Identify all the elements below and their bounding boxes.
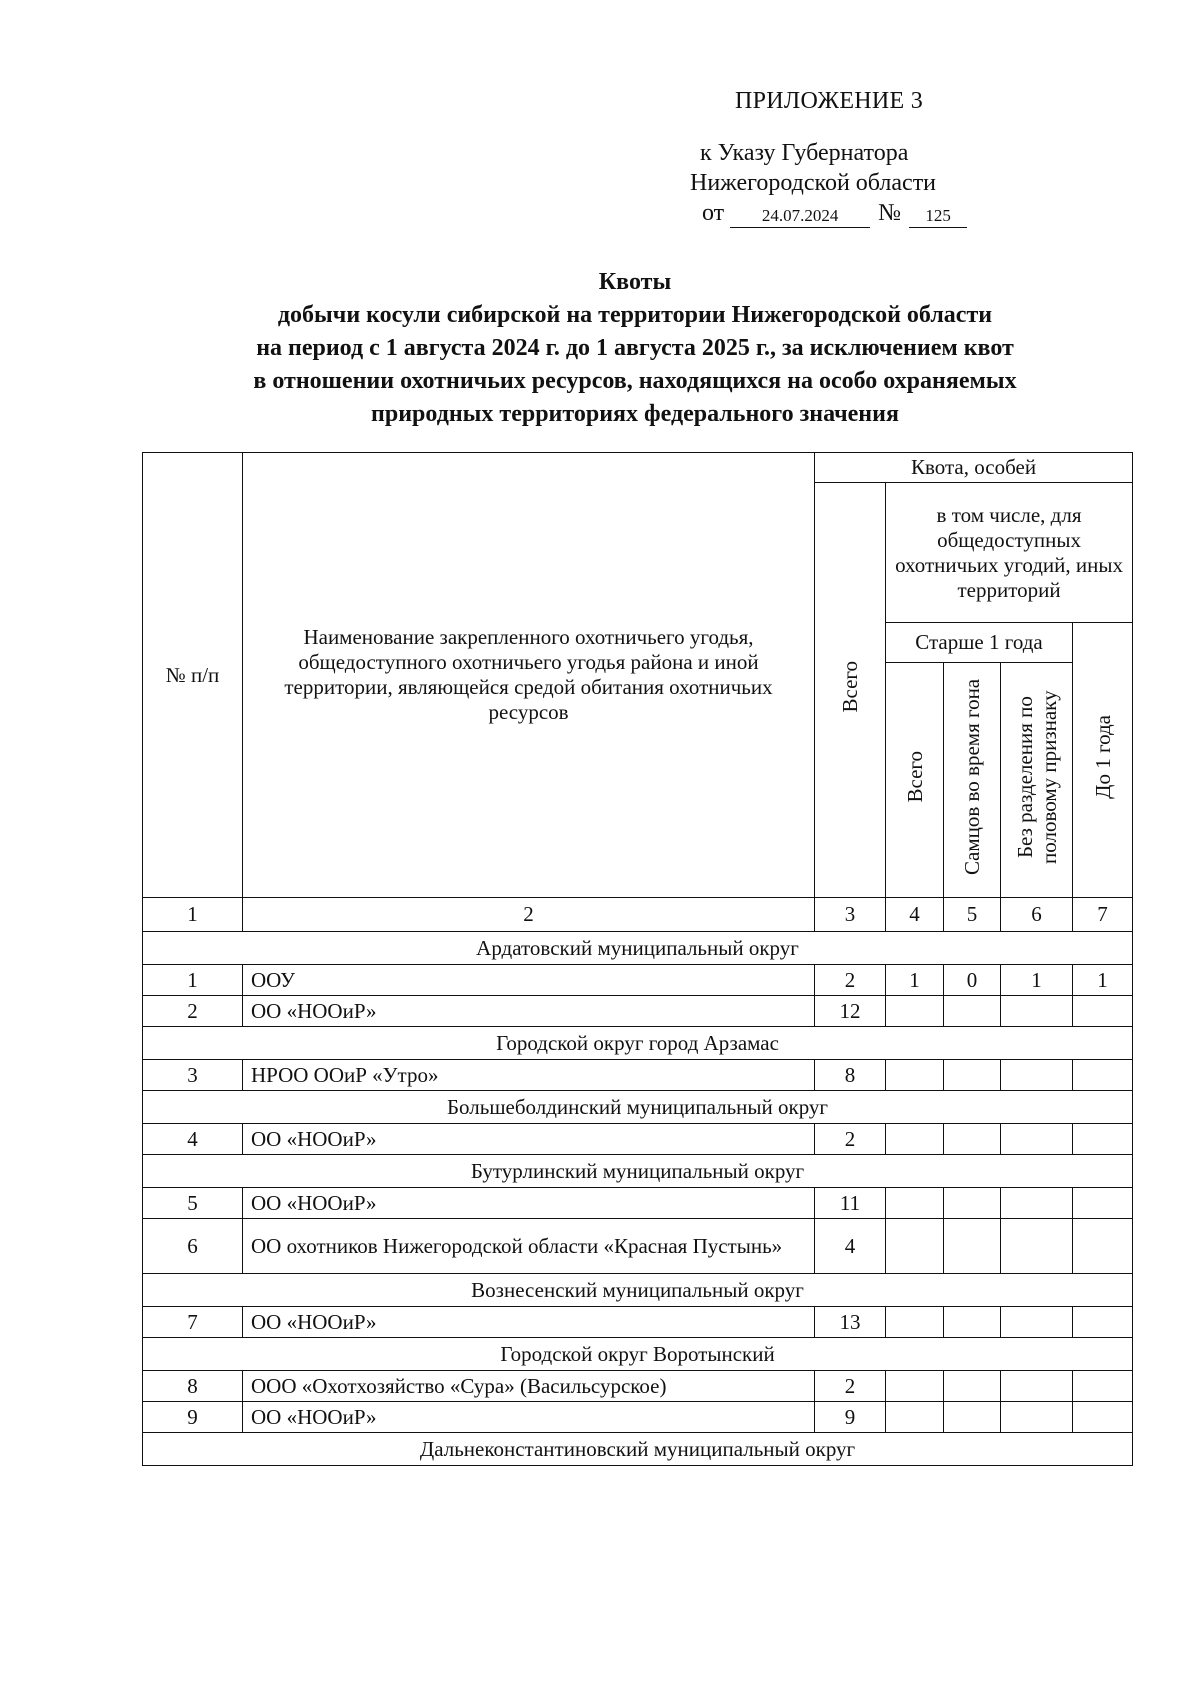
quota-cell-c5 [944, 996, 1001, 1027]
quota-cell-c6 [1001, 1371, 1073, 1402]
quota-table [142, 452, 1133, 1466]
header-total: Всего [838, 661, 862, 713]
quota-cell-c3: 12 [815, 996, 886, 1027]
header-males-rut: Самцов во время гона [960, 678, 984, 876]
quota-cell-c4 [886, 1402, 944, 1433]
table-row [143, 1188, 1133, 1219]
col-number: 2 [243, 898, 815, 932]
district-row [143, 1338, 1133, 1371]
row-number: 9 [143, 1402, 243, 1433]
title-line-4: в отношении охотничьих ресурсов, находящихся на особо охраняемых [253, 368, 1017, 394]
header-older-total: Всего [902, 751, 927, 803]
quota-cell-c3: 2 [815, 1371, 886, 1402]
quota-cell-c6 [1001, 1402, 1073, 1433]
district-row [143, 1155, 1133, 1188]
quota-cell-c4 [886, 1188, 944, 1219]
quota-cell-c6 [1001, 1188, 1073, 1219]
quota-cell-c6: 1 [1001, 965, 1073, 996]
district-name: Городской округ город Арзамас [143, 1027, 1133, 1060]
title-line-1: Квоты [598, 269, 672, 295]
quota-cell-c4 [886, 1219, 944, 1274]
district-row [143, 1433, 1133, 1466]
appendix-reference [690, 138, 990, 228]
col-number: 6 [1001, 898, 1073, 932]
district-row [143, 1027, 1133, 1060]
col-number: 5 [944, 898, 1001, 932]
table-row [143, 1219, 1133, 1274]
document-title [100, 266, 1170, 431]
header-total-cell [815, 483, 886, 898]
hunting-ground-name: ООУ [243, 965, 815, 996]
header-num: № п/п [143, 453, 243, 898]
quota-cell-c4 [886, 1371, 944, 1402]
quota-cell-c5 [944, 1060, 1001, 1091]
hunting-ground-name: ОО «НООиР» [243, 1307, 815, 1338]
row-number: 4 [143, 1124, 243, 1155]
col-number: 4 [886, 898, 944, 932]
district-row [143, 1274, 1133, 1307]
table-row [143, 1402, 1133, 1433]
title-line-3: на период с 1 августа 2024 г. до 1 августа 2025 г., за исключением квот [256, 335, 1014, 361]
header-under1: До 1 года [1090, 715, 1115, 799]
quota-cell-c3: 2 [815, 1124, 886, 1155]
row-number: 6 [143, 1219, 243, 1274]
row-number: 3 [143, 1060, 243, 1091]
hunting-ground-name: ОО «НООиР» [243, 1402, 815, 1433]
header-name: Наименование закрепленного охотничьего угодья, общедоступного охотничьего угодья района и иной территории, являющейся средой обитания охотничьих ресурсов [243, 453, 815, 898]
column-numbers-row [143, 898, 1133, 932]
quota-cell-c4 [886, 1124, 944, 1155]
district-name: Большеболдинский муниципальный округ [143, 1091, 1133, 1124]
header-no-sex-cell [1001, 663, 1073, 898]
title-line-5: природных территориях федерального значения [371, 401, 899, 427]
quota-cell-c5 [944, 1371, 1001, 1402]
quota-cell-c3: 4 [815, 1219, 886, 1274]
quota-cell-c6 [1001, 1124, 1073, 1155]
header-no-sex: Без разделения по половому признаку [1012, 690, 1061, 864]
appendix-ref-line1: к Указу Губернатора [700, 140, 909, 166]
quota-cell-c6 [1001, 1060, 1073, 1091]
header-males-rut-cell [944, 663, 1001, 898]
quota-cell-c4 [886, 1307, 944, 1338]
quota-cell-c7 [1073, 1402, 1133, 1433]
title-line-2: добычи косули сибирской на территории Нижегородской области [277, 302, 993, 328]
district-name: Вознесенский муниципальный округ [143, 1274, 1133, 1307]
hunting-ground-name: ОО охотников Нижегородской области «Красная Пустынь» [243, 1219, 815, 1274]
number-label: № [878, 200, 902, 226]
table-row [143, 1307, 1133, 1338]
quota-cell-c5 [944, 1219, 1001, 1274]
hunting-ground-name: ОО «НООиР» [243, 1188, 815, 1219]
hunting-ground-name: ОО «НООиР» [243, 996, 815, 1027]
district-row [143, 932, 1133, 965]
district-row [143, 1091, 1133, 1124]
header-including: в том числе, для общедоступных охотничьих угодий, иных территорий [886, 483, 1133, 623]
col-number: 7 [1073, 898, 1133, 932]
quota-cell-c5 [944, 1188, 1001, 1219]
quota-cell-c6 [1001, 996, 1073, 1027]
quota-cell-c7 [1073, 1307, 1133, 1338]
quota-cell-c6 [1001, 1307, 1073, 1338]
table-row [143, 1124, 1133, 1155]
quota-cell-c7 [1073, 1219, 1133, 1274]
hunting-ground-name: ООО «Охотхозяйство «Сура» (Васильсурское) [243, 1371, 815, 1402]
quota-cell-c4 [886, 1060, 944, 1091]
row-number: 8 [143, 1371, 243, 1402]
quota-cell-c3: 9 [815, 1402, 886, 1433]
decree-number: 125 [909, 205, 967, 228]
quota-cell-c4 [886, 996, 944, 1027]
district-name: Ардатовский муниципальный округ [143, 932, 1133, 965]
quota-cell-c5: 0 [944, 965, 1001, 996]
table-row [143, 996, 1133, 1027]
quota-cell-c7 [1073, 996, 1133, 1027]
quota-cell-c5 [944, 1124, 1001, 1155]
appendix-title: ПРИЛОЖЕНИЕ 3 [735, 88, 924, 114]
quota-cell-c5 [944, 1307, 1001, 1338]
quota-cell-c7: 1 [1073, 965, 1133, 996]
quota-cell-c5 [944, 1402, 1001, 1433]
district-name: Бутурлинский муниципальный округ [143, 1155, 1133, 1188]
table-row [143, 1371, 1133, 1402]
decree-date: 24.07.2024 [730, 205, 870, 228]
appendix-ref-line3 [702, 198, 990, 228]
row-number: 5 [143, 1188, 243, 1219]
quota-cell-c3: 8 [815, 1060, 886, 1091]
district-name: Дальнеконстантиновский муниципальный округ [143, 1433, 1133, 1466]
quota-cell-c7 [1073, 1060, 1133, 1091]
appendix-ref-line2: Нижегородской области [690, 170, 937, 196]
row-number: 1 [143, 965, 243, 996]
col-number: 3 [815, 898, 886, 932]
quota-cell-c6 [1001, 1219, 1073, 1274]
district-name: Городской округ Воротынский [143, 1338, 1133, 1371]
table-body [143, 932, 1133, 1466]
header-quota: Квота, особей [815, 453, 1133, 483]
quota-cell-c7 [1073, 1124, 1133, 1155]
row-number: 7 [143, 1307, 243, 1338]
header-older: Старше 1 года [886, 623, 1073, 663]
quota-cell-c7 [1073, 1371, 1133, 1402]
table-row [143, 1060, 1133, 1091]
quota-cell-c3: 11 [815, 1188, 886, 1219]
quota-cell-c4: 1 [886, 965, 944, 996]
quota-cell-c3: 13 [815, 1307, 886, 1338]
quota-cell-c7 [1073, 1188, 1133, 1219]
quota-cell-c3: 2 [815, 965, 886, 996]
hunting-ground-name: НРОО ООиР «Утро» [243, 1060, 815, 1091]
from-label: от [702, 200, 725, 226]
header-under1-cell [1073, 623, 1133, 898]
hunting-ground-name: ОО «НООиР» [243, 1124, 815, 1155]
col-number: 1 [143, 898, 243, 932]
header-older-total-cell [886, 663, 944, 898]
row-number: 2 [143, 996, 243, 1027]
table-row [143, 965, 1133, 996]
